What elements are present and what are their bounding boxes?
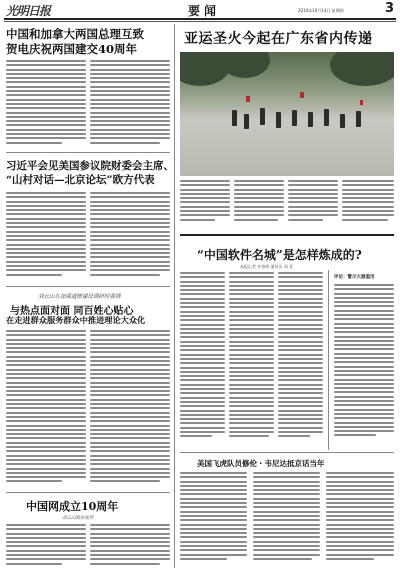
torch-relay-photo [180, 52, 394, 176]
torch-body-col2 [234, 180, 284, 228]
xi-body-col1 [6, 192, 86, 282]
page-number: 3 [384, 1, 394, 16]
liu-body-col1 [6, 330, 86, 490]
software-byline: 本报记者 许家明 通讯员 周 北 [240, 264, 294, 269]
masthead-rule-thin [4, 21, 396, 22]
network-body-col2 [90, 524, 170, 568]
torch-headline: 亚运圣火今起在广东省内传递 [184, 31, 373, 47]
network-byline: 刘云山致信祝贺 [62, 516, 94, 521]
feifeng-headline: 美国飞虎队员修伦・韦尼达抵京话当年 [197, 459, 325, 468]
column-divider [174, 24, 175, 568]
canada-headline-line2: 贺电庆祝两国建交40周年 [6, 42, 138, 56]
section-title: 要闻 [188, 4, 221, 18]
torch-body-col4 [342, 180, 394, 228]
newspaper-logo: 光明日报 [6, 4, 51, 18]
divider [180, 452, 394, 453]
column-divider [328, 270, 329, 450]
divider [6, 152, 170, 153]
issue-date: 2010年10月14日 星期四 [298, 8, 344, 13]
network-headline: 中国网成立10周年 [26, 500, 119, 513]
liu-headline-line1: 与热点面对面 同百姓心贴心 [10, 306, 134, 317]
side-subhead: 评论：警示大器滥用 [334, 275, 375, 280]
canada-body-col1 [6, 60, 86, 150]
software-body-col3 [278, 272, 323, 448]
side-body [334, 284, 394, 448]
xi-headline-line1: 习近平会见美国参议院财委会主席、 [6, 160, 174, 172]
torch-body-col3 [288, 180, 338, 228]
divider [6, 492, 170, 493]
xi-body-col2 [90, 192, 170, 282]
liu-body-col2 [90, 330, 170, 490]
torch-body-col1 [180, 180, 230, 228]
canada-headline-line1: 中国和加拿大两国总理互致 [6, 27, 144, 41]
liu-headline-line2: 在走进群众服务群众中推进理论大众化 [6, 315, 146, 325]
liu-kicker: 刘云山在加强道德建设调研时强调 [38, 294, 121, 300]
masthead [6, 2, 394, 18]
network-body-col1 [6, 524, 86, 568]
masthead-rule [4, 18, 396, 20]
canada-body-col2 [90, 60, 170, 150]
feifeng-body-col2 [253, 472, 320, 568]
feifeng-body-col3 [326, 472, 394, 568]
software-headline: “中国软件名城”是怎样炼成的? [197, 248, 362, 262]
xi-headline-line2: “山村对话—北京论坛”欧方代表 [6, 174, 155, 186]
divider-bold [180, 234, 394, 236]
feifeng-body-col1 [180, 472, 247, 568]
software-body-col2 [229, 272, 274, 448]
software-body-col1 [180, 272, 225, 448]
divider [6, 286, 170, 287]
